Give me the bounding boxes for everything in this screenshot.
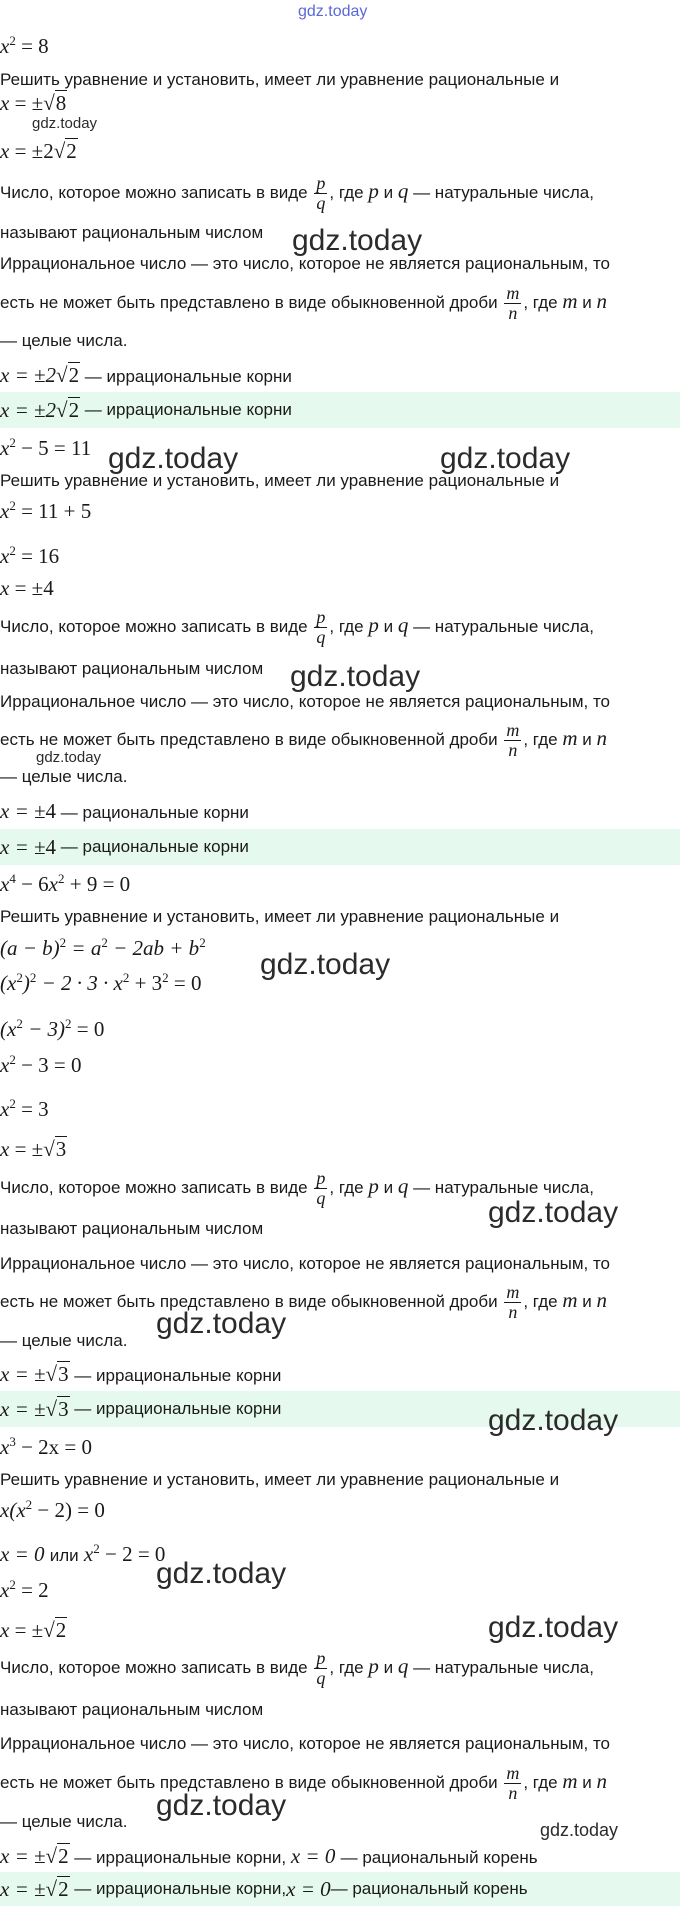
eq-line: $(x^2 - 3)^2 = 0$ — [0, 1016, 105, 1041]
watermark: gdz.today — [260, 948, 391, 981]
eq-line: $x^2 - 5 = 11$ — [0, 435, 92, 460]
watermark: gdz.today — [156, 1557, 287, 1590]
rational-definition-end: называют рациональным числом — [0, 1700, 264, 1719]
answer-highlight: x = ±√3 — иррациональные корни — [0, 1391, 680, 1427]
rational-definition: Число, которое можно записать в виде $\frac{p}{q}$ , где p и q — натуральные числа, — [0, 173, 594, 214]
eq-line: $(x^2)^2 - 2 \cdot 3 \cdot x^2 + 3^2 = 0$ — [0, 970, 202, 995]
eq-line: $x(x^2 - 2) = 0$ — [0, 1497, 105, 1522]
eq-line: $x^3 - 2x = 0$ — [0, 1434, 93, 1459]
eq-line: x = ±√2 — [0, 1618, 67, 1642]
watermark-top: gdz.today — [298, 3, 368, 20]
irrational-definition: есть не может быть представлено в виде обыкновенной дроби $\frac{m}{n}$ , где m и n — [0, 720, 607, 761]
eq-line: $x^2 = 16$ — [0, 543, 60, 568]
eq-line: $x^2 - 3 = 0$ — [0, 1052, 82, 1077]
roots-line: x = ±√2 — иррациональные корни, x = 0 — рациональный корень — [0, 1844, 538, 1868]
watermark: gdz.today — [108, 442, 239, 475]
irrational-definition: Иррациональное число — это число, которое не является рациональным, то — [0, 254, 611, 273]
task-text: Решить уравнение и установить, имеет ли уравнение рациональные и — [0, 907, 560, 926]
irrational-definition-end: — целые числа. — [0, 1812, 128, 1831]
eq-line: x = ±√8 — [0, 91, 67, 115]
eq-line: $x^2 = 3$ — [0, 1096, 49, 1121]
irrational-definition-end: — целые числа. — [0, 331, 128, 350]
watermark: gdz.today — [32, 115, 98, 132]
watermark: gdz.today — [488, 1196, 619, 1229]
irrational-definition: Иррациональное число — это число, которое не является рациональным, то — [0, 1254, 611, 1273]
task-text: Решить уравнение и установить, имеет ли уравнение рациональные и — [0, 70, 560, 89]
answer-highlight: x = ±√2 — иррациональные корни, x = 0 — рациональный корень — [0, 1872, 680, 1906]
eq-line: x = ±√3 — [0, 1137, 67, 1161]
rational-definition-end: называют рациональным числом — [0, 659, 264, 678]
task-text: Решить уравнение и установить, имеет ли уравнение рациональные и — [0, 471, 560, 490]
watermark: gdz.today — [156, 1789, 287, 1822]
watermark: gdz.today — [36, 749, 102, 766]
eq-line: $x^2 = 11 + 5$ — [0, 498, 92, 523]
irrational-definition: Иррациональное число — это число, которое не является рациональным, то — [0, 692, 611, 711]
irrational-definition-end: — целые числа. — [0, 767, 128, 786]
eq-line: $(a - b)^2 = a^2 - 2ab + b^2$ — [0, 935, 206, 960]
answer-highlight: x = ±2√2 — иррациональные корни — [0, 392, 680, 428]
irrational-definition-end: — целые числа. — [0, 1331, 128, 1350]
eq-line: $x^2 = 2$ — [0, 1577, 49, 1602]
roots-line: x = ±√3 — иррациональные корни — [0, 1362, 282, 1386]
rational-definition-end: называют рациональным числом — [0, 223, 264, 242]
rational-definition: Число, которое можно записать в виде $\frac{p}{q}$ , где p и q — натуральные числа, — [0, 607, 594, 648]
watermark: gdz.today — [156, 1307, 287, 1340]
irrational-definition: Иррациональное число — это число, которое не является рациональным, то — [0, 1734, 611, 1753]
irrational-definition: есть не может быть представлено в виде обыкновенной дроби $\frac{m}{n}$ , где m и n — [0, 1763, 607, 1804]
eq-line: x = ±2√2 — [0, 139, 77, 163]
eq-line: $x^2 = 8$ — [0, 33, 49, 58]
roots-line: x = ±4 — рациональные корни — [0, 799, 249, 823]
roots-line: x = ±2√2 — иррациональные корни — [0, 363, 292, 387]
eq-line: x = 0 или $x^2 - 2 = 0$ — [0, 1541, 166, 1566]
watermark: gdz.today — [540, 1820, 619, 1840]
eq-line: $x^4 - 6x^2 + 9 = 0$ — [0, 871, 131, 896]
eq-line: x = ±4 — [0, 576, 54, 600]
rational-definition: Число, которое можно записать в виде $\frac{p}{q}$ , где p и q — натуральные числа, — [0, 1168, 594, 1209]
watermark: gdz.today — [292, 224, 423, 257]
watermark: gdz.today — [488, 1611, 619, 1644]
watermark: gdz.today — [440, 442, 571, 475]
rational-definition: Число, которое можно записать в виде $\frac{p}{q}$ , где p и q — натуральные числа, — [0, 1648, 594, 1689]
irrational-definition: есть не может быть представлено в виде обыкновенной дроби $\frac{m}{n}$ , где m и n — [0, 283, 607, 324]
answer-highlight: x = ±4 — рациональные корни — [0, 829, 680, 865]
watermark: gdz.today — [290, 660, 421, 693]
rational-definition-end: называют рациональным числом — [0, 1219, 264, 1238]
task-text: Решить уравнение и установить, имеет ли уравнение рациональные и — [0, 1470, 560, 1489]
irrational-definition: есть не может быть представлено в виде обыкновенной дроби $\frac{m}{n}$ , где m и n — [0, 1282, 607, 1323]
watermark: gdz.today — [488, 1404, 619, 1437]
